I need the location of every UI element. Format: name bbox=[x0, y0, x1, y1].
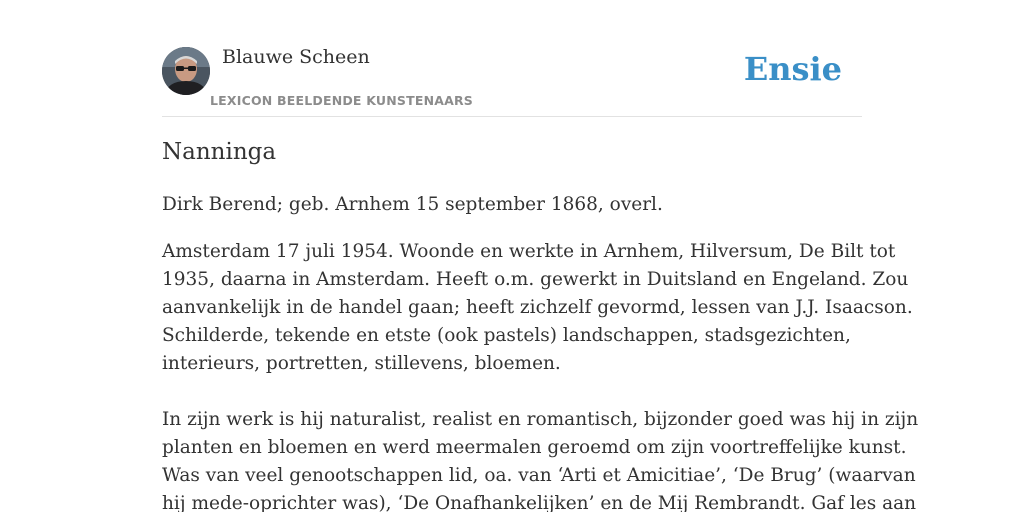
article-intro: Dirk Berend; geb. Arnhem 15 september 1868, overl. bbox=[162, 194, 663, 215]
text-line: Schilderde, tekende en etste (ook pastels) landschappen, stadsgezichten, bbox=[162, 325, 851, 346]
text-line: Amsterdam 17 juli 1954. Woonde en werkte in Arnhem, Hilversum, De Bilt tot bbox=[162, 241, 896, 262]
text-line: 1935, daarna in Amsterdam. Heeft o.m. gewerkt in Duitsland en Engeland. Zou bbox=[162, 269, 909, 290]
text-line: interieurs, portretten, stillevens, bloemen. bbox=[162, 353, 561, 374]
author-name[interactable]: Blauwe Scheen bbox=[222, 46, 370, 68]
section-label[interactable]: LEXICON BEELDENDE KUNSTENAARS bbox=[210, 93, 474, 108]
page-title: Nanninga bbox=[162, 139, 277, 165]
avatar[interactable] bbox=[162, 47, 210, 95]
text-line: hij mede-oprichter was), ‘De Onafhankelijken’ en de Mij Rembrandt. Gaf les aan bbox=[162, 493, 917, 512]
text-line: Was van veel genootschappen lid, oa. van ‘Arti et Amicitiae’, ‘De Brug’ (waarvan bbox=[162, 465, 916, 486]
article-paragraph bbox=[162, 238, 919, 512]
article-header bbox=[162, 46, 862, 117]
text-line: aanvankelijk in de handel gaan; heeft zichzelf gevormd, lessen van J.J. Isaacson. bbox=[162, 297, 913, 318]
text-line: planten en bloemen en werd meermalen geroemd om zijn voortreffelijke kunst. bbox=[162, 437, 907, 458]
article-body bbox=[162, 191, 919, 512]
text-line: In zijn werk is hij naturalist, realist en romantisch, bijzonder goed was hij in zijn bbox=[162, 409, 919, 430]
avatar-image bbox=[162, 47, 210, 95]
paragraph-break bbox=[162, 378, 882, 406]
brand-logo[interactable]: Ensie bbox=[743, 50, 842, 88]
